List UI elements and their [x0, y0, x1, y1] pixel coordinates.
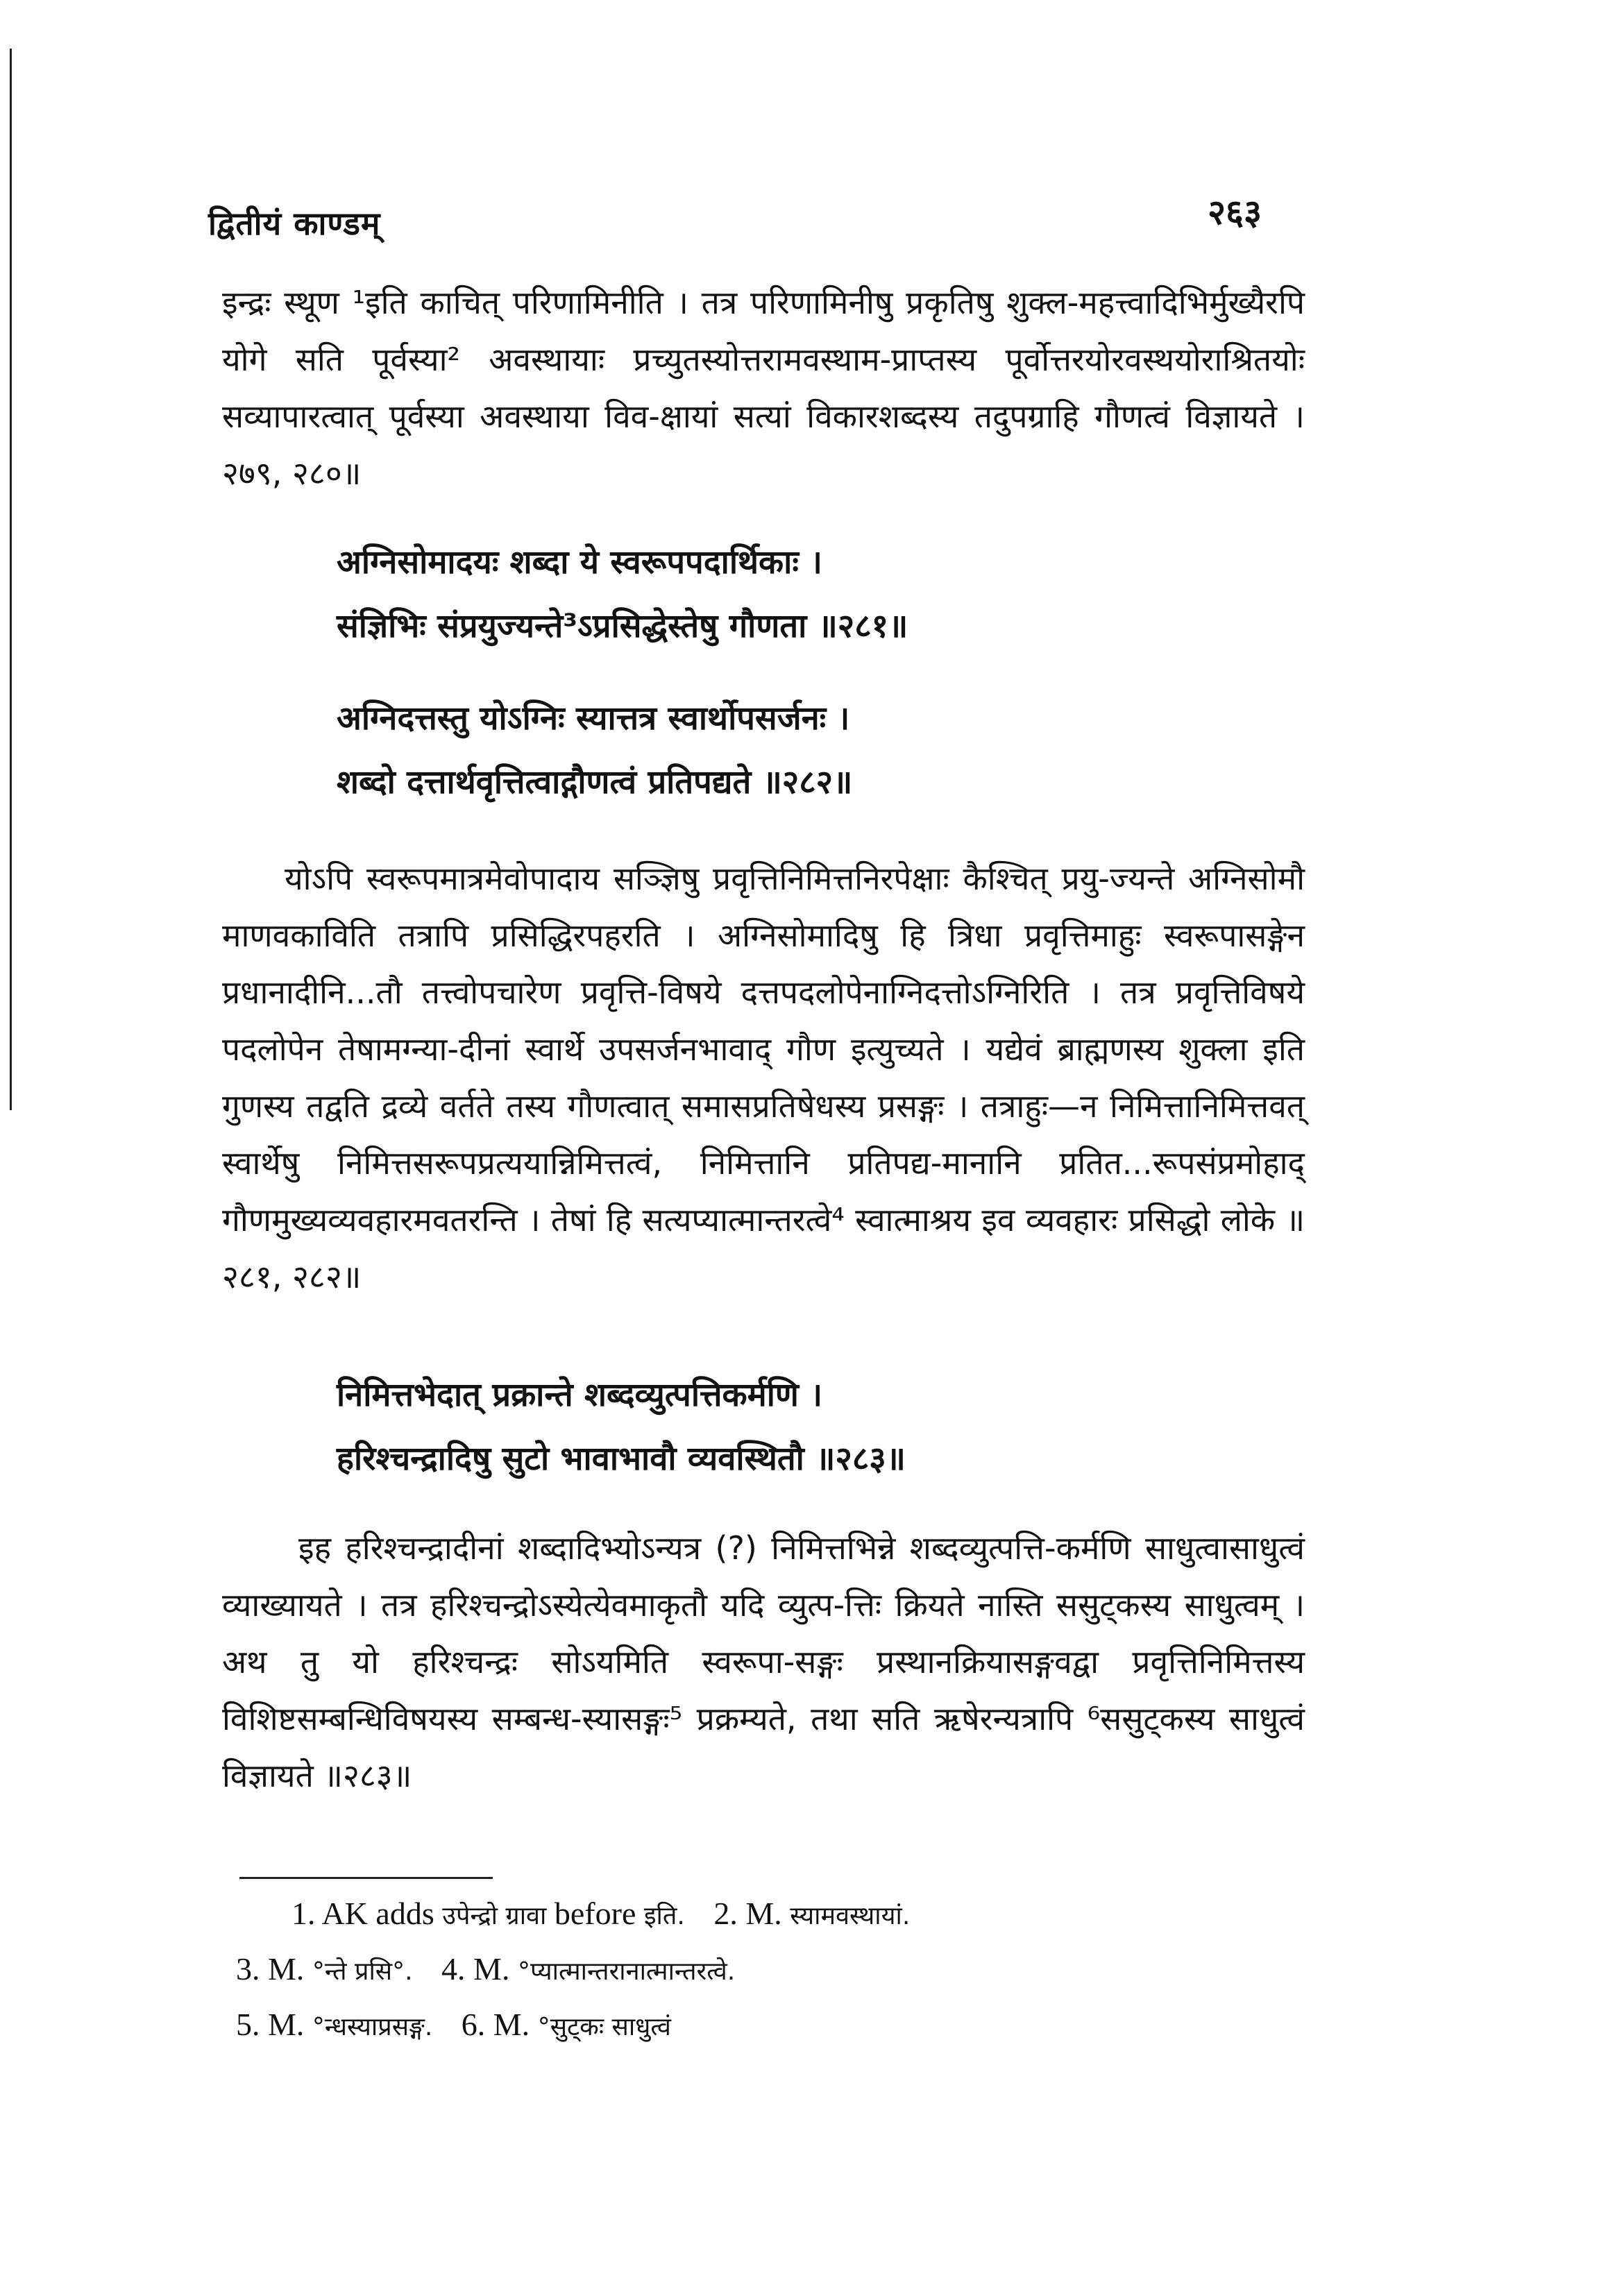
footnote-2: 2. M. स्यामवस्थायां.: [713, 1896, 911, 1931]
footnote-line: [236, 1887, 1312, 1943]
footnote-1: 1. AK adds उपेन्द्रो ग्रावा before इति.: [291, 1896, 685, 1931]
commentary-paragraph: इह हरिश्चन्द्रादीनां शब्दादिभ्योऽन्यत्र (?) निमित्तभिन्ने शब्दव्युत्पत्ति-कर्मणि साधुत्वासाधुत्वं व्याख्यायते । तत्र हरिश्चन्द्रोऽस्येत्येवमाकृतौ यदि व्युत्प-त्तिः क्रियते नास्ति ससुट्कस्य साधुत्वम् । अथ तु यो हरिश्चन्द्रः सोऽयमिति स्वरूपा-सङ्गः प्रस्थानक्रियासङ्गवद्वा प्रवृत्तिनिमित्तस्य विशिष्टसम्बन्धिविषयस्य सम्बन्ध-स्यासङ्गः⁵ प्रक्रम्यते, तथा सति ऋषेरन्यत्रापि ⁶ससुट्कस्य साधुत्वं विज्ञायते ॥२८३॥: [222, 1529, 1305, 1794]
commentary-block-1: [222, 274, 1305, 502]
verse-281: [337, 531, 1343, 658]
running-header-title: द्वितीयं काण्डम्: [208, 205, 381, 242]
verse-line: निमित्तभेदात् प्रक्रान्ते शब्दव्युत्पत्तिकर्मणि ।: [337, 1376, 823, 1414]
verse-line: हरिश्चन्द्रादिषु सुटो भावाभावौ व्यवस्थितौ ॥२८३॥: [337, 1440, 906, 1478]
footnotes: [236, 1887, 1312, 2054]
verse-line: अग्निदत्तस्तु योऽग्निः स्यात्तत्र स्वार्थोपसर्जनः ।: [337, 699, 850, 738]
verse-line: अग्निसोमादयः शब्दा ये स्वरूपपदार्थिकाः ।: [337, 543, 822, 581]
commentary-block-2: [222, 850, 1305, 1305]
footnote-separator: [239, 1877, 493, 1879]
verse-283: [337, 1363, 1343, 1491]
footnote-3: 3. M. °न्ते प्रसि°.: [236, 1951, 413, 1987]
verse-line: शब्दो दत्तार्थवृत्तित्वाद्गौणत्वं प्रतिपद्यते ॥२८२॥: [337, 763, 853, 801]
commentary-block-3: [222, 1520, 1305, 1804]
footnote-6: 6. M. °सुट्कः साधुत्वं: [461, 2007, 671, 2042]
commentary-paragraph: इन्द्रः स्थूण ¹इति काचित् परिणामिनीति । तत्र परिणामिनीषु प्रकृतिषु शुक्ल-महत्त्वादिभिर्मुख्यैरपि योगे सति पूर्वस्या² अवस्थायाः प्रच्युतस्योत्तरामवस्थाम-प्राप्तस्य पूर्वोत्तरयोरवस्थयोराश्रितयोः सव्यापारत्वात् पूर्वस्या अवस्थाया विव-क्षायां सत्यां विकारशब्दस्य तदुपग्राहि गौणत्वं विज्ञायते । २७९, २८०॥: [222, 284, 1305, 492]
verse-line: संज्ञिभिः संप्रयुज्यन्ते³ऽप्रसिद्धेस्तेषु गौणता ॥२८१॥: [337, 607, 908, 645]
footnote-line: [236, 1998, 1312, 2054]
footnote-line: [236, 1943, 1312, 1998]
footnote-4: 4. M. °प्यात्मान्तरानात्मान्तरत्वे.: [441, 1951, 736, 1987]
verse-282: [337, 687, 1343, 815]
footnote-5: 5. M. °न्धस्याप्रसङ्ग.: [236, 2007, 433, 2042]
commentary-paragraph: योऽपि स्वरूपमात्रमेवोपादाय सञ्ज्ञिषु प्रवृत्तिनिमित्तनिरपेक्षाः कैश्चित् प्रयु-ज्यन्ते अग्निसोमौ माणवकाविति तत्रापि प्रसिद्धिरपहरति । अग्निसोमादिषु हि त्रिधा प्रवृत्तिमाहुः स्वरूपासङ्गेन प्रधानादीनि...तौ तत्त्वोपचारेण प्रवृत्ति-विषये दत्तपदलोपेनाग्निदत्तोऽग्निरिति । तत्र प्रवृत्तिविषये पदलोपेन तेषामग्न्या-दीनां स्वार्थे उपसर्जनभावाद् गौण इत्युच्यते । यद्येवं ब्राह्मणस्य शुक्ला इति गुणस्य तद्वति द्रव्ये वर्तते तस्य गौणत्वात् समासप्रतिषेधस्य प्रसङ्गः । तत्राहुः—न निमित्तानिमित्तवत् स्वार्थेषु निमित्तसरूपप्रत्ययान्निमित्तत्वं, निमित्तानि प्रतिपद्य-मानानि प्रतित...रूपसंप्रमोहाद् गौणमुख्यव्यवहारमवतरन्ति । तेषां हि सत्यप्यात्मान्तरत्वे⁴ स्वात्माश्रय इव व्यवहारः प्रसिद्धो लोके ॥२८१, २८२॥: [222, 860, 1305, 1295]
scan-border-line: [10, 49, 12, 1110]
page-number: २६३: [1208, 192, 1262, 232]
